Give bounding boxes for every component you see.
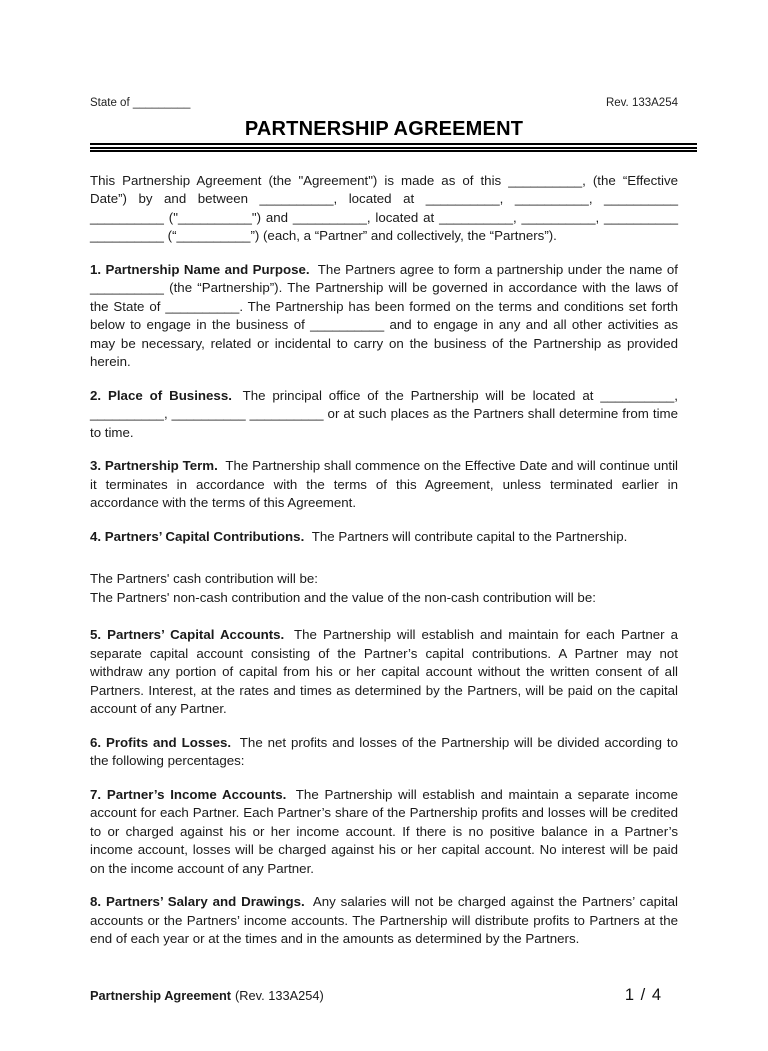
- page-number-indicator: 1 / 4: [624, 986, 662, 1004]
- non-cash-contribution-line: The Partners' non-cash contribution and the value of the non-cash contribution will be:: [90, 589, 596, 605]
- section-5-heading: 5. Partners’ Capital Accounts.: [90, 627, 285, 642]
- cash-contribution-line: The Partners' cash contribution will be:: [90, 571, 318, 586]
- capital-contribution-notes: [90, 570, 678, 607]
- title-divider: [90, 143, 697, 152]
- section-6-profits-and-losses: [90, 734, 678, 771]
- section-7-heading: 7. Partner’s Income Accounts.: [90, 786, 287, 802]
- section-5-capital-accounts: [90, 626, 678, 719]
- section-2-body: The principal office of the Partnership will be located at __________, __________, __________ __________ or at such places as the Partners shall determine from time to time.: [90, 387, 678, 440]
- document-body: [90, 172, 678, 949]
- footer-doc-title: Partnership Agreement: [90, 988, 232, 1003]
- section-6-heading: 6. Profits and Losses.: [90, 734, 232, 750]
- section-5-body: The Partnership will establish and maintain for each Partner a separate capital account consisting of the Partner’s capital contributions. A Partner may not withdraw any portion of capital from his or her capital account without the written consent of all Partners. Interest, at the rates and times as determined by the Partners, will be paid on the capital account of any Partner.: [90, 627, 678, 716]
- state-of-blank: State of _________: [90, 97, 191, 109]
- section-2-heading: 2. Place of Business.: [90, 387, 232, 403]
- footer-document-label: [90, 988, 324, 1003]
- section-8-salary-and-drawings: [90, 893, 678, 949]
- intro-paragraph: This Partnership Agreement (the "Agreement") is made as of this __________, (the “Effective Date”) by and between __________, located at __________, __________, __________ __________ ("__________") and __________, located at __________, __________, __________ __________ (“__________”) (each, a “Partner” and collectively, the “Partners”).: [90, 172, 678, 243]
- section-7-income-accounts: [90, 786, 678, 879]
- section-4-capital-contributions: [90, 528, 678, 547]
- section-3-partnership-term: [90, 457, 678, 513]
- section-8-heading: 8. Partners’ Salary and Drawings.: [90, 894, 305, 909]
- revision-label: Rev. 133A254: [605, 97, 678, 109]
- section-3-heading: 3. Partnership Term.: [90, 458, 218, 473]
- section-2-place-of-business: [90, 387, 678, 443]
- section-1-body: The Partners agree to form a partnership under the name of __________ (the “Partnership”). The Partnership will be governed in accordance with the laws of the State of __________. The Partnership has been formed on the terms and conditions set forth below to engage in the business of __________ and to engage in any and all other activities as may be necessary, related or incidental to carry on the business of the Partnership as provided herein.: [90, 261, 678, 369]
- section-1-heading: 1. Partnership Name and Purpose.: [90, 261, 310, 277]
- section-7-body: The Partnership will establish and maintain a separate income account for each Partner. Each Partner’s share of the Partnership profits and losses will be credited to or charged against his or her income account. If there is no positive balance in a Partner’s income account, losses will be charged against his or her capital account. No interest will be paid on the income account of any Partner.: [90, 786, 678, 876]
- page-header: [90, 96, 678, 110]
- page-title: PARTNERSHIP AGREEMENT: [244, 118, 524, 140]
- section-3-body: The Partnership shall commence on the Effective Date and will continue until it terminates in accordance with the terms of this Agreement, unless terminated earlier in accordance with the terms of this Agreement.: [90, 458, 679, 510]
- section-1-name-and-purpose: [90, 261, 678, 372]
- section-6-body: The net profits and losses of the Partnership will be divided according to the following percentages:: [90, 734, 678, 768]
- footer-doc-revision: (Rev. 133A254): [235, 988, 324, 1003]
- page-footer: [90, 986, 678, 1005]
- section-4-heading: 4. Partners’ Capital Contributions.: [90, 528, 305, 544]
- section-4-body: The Partners will contribute capital to the Partnership.: [311, 528, 628, 544]
- section-8-body: Any salaries will not be charged against the Partners’ capital accounts or the Partners’ income accounts. The Partnership will distribute profits to Partners at the end of each year or at the times and in the amounts as determined by the Partners.: [90, 894, 678, 946]
